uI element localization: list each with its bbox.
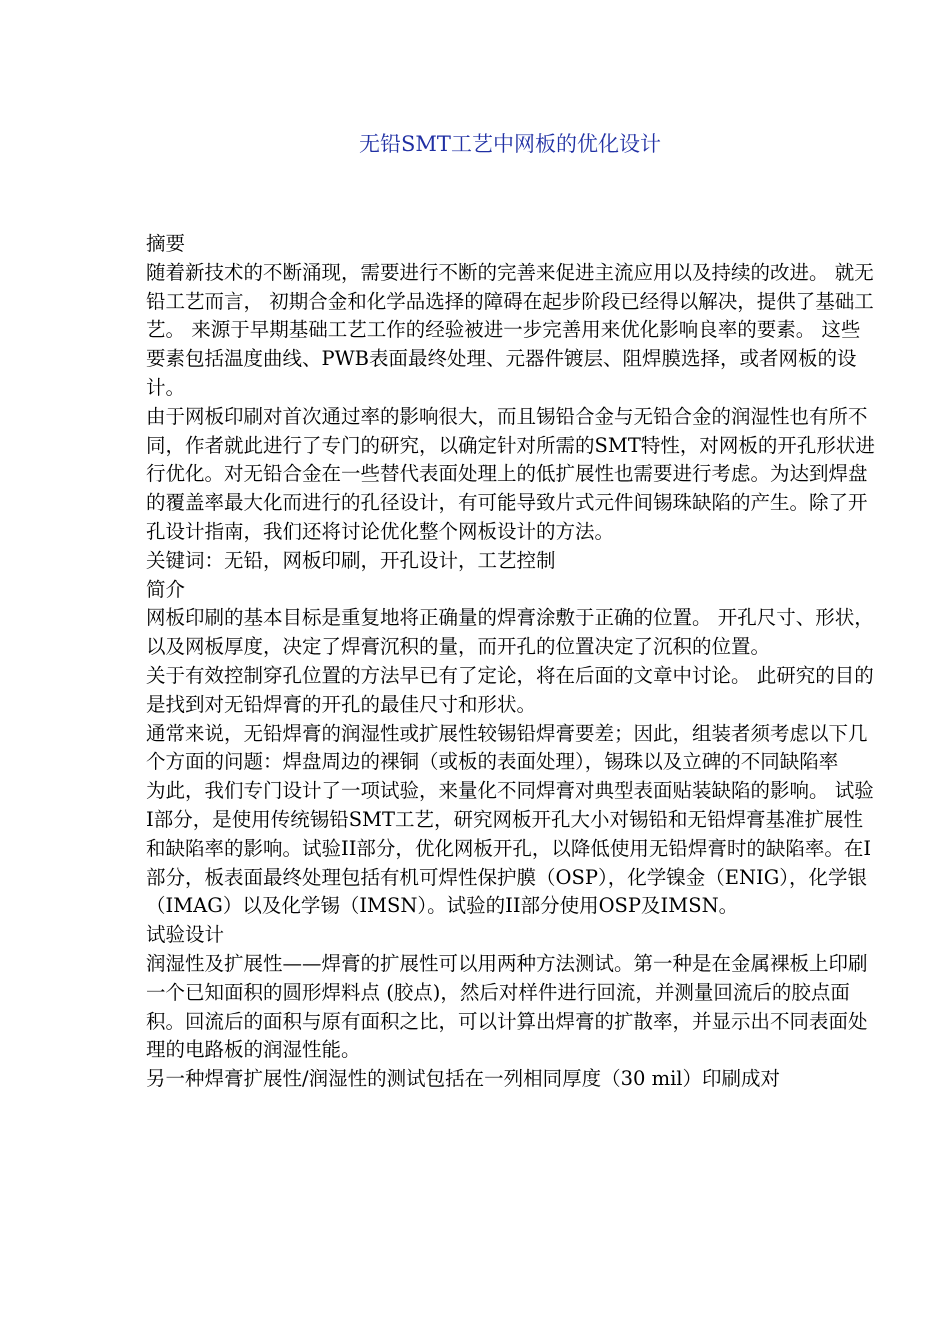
document-body (146, 230, 876, 1094)
paragraph: 关于有效控制穿孔位置的方法早已有了定论，将在后面的文章中讨论。 此研究的目的是找到对无铅焊膏的开孔的最佳尺寸和形状。 (146, 663, 874, 716)
paragraph: 由于网板印刷对首次通过率的影响很大，而且锡铅合金与无铅合金的润湿性也有所不同，作者就此进行了专门的研究，以确定针对所需的SMT特性，对网板的开孔形状进行优化。对无铅合金在一些替代表面处理上的低扩展性也需要进行考虑。为达到焊盘的覆盖率最大化而进行的孔径设计，有可能导致片式元件间锡珠缺陷的产生。除了开孔设计指南，我们还将讨论优化整个网板设计的方法。 (146, 404, 875, 543)
section-heading-introduction: 简介 (146, 577, 186, 601)
section-heading-experiment-design: 试验设计 (146, 923, 225, 947)
section-heading-abstract: 摘要 (146, 232, 186, 255)
document-title: 无铅SMT工艺中网板的优化设计 (359, 132, 661, 156)
paragraph: 通常来说，无铅焊膏的润湿性或扩展性较锡铅焊膏要差；因此，组装者须考虑以下几个方面的问题：焊盘周边的裸铜（或板的表面处理），锡珠以及立碑的不同缺陷率 (146, 721, 868, 774)
paragraph: 为此，我们专门设计了一项试验，来量化不同焊膏对典型表面贴装缺陷的影响。 试验I部分，是使用传统锡铅SMT工艺，研究网板开孔大小对锡铅和无铅焊膏基准扩展性和缺陷率的影响。试验II部分，优化网板开孔，以降低使用无铅焊膏时的缺陷率。在I部分，板表面最终处理包括有机可焊性保护膜（OSP），化学镍金（ENIG），化学银（IMAG）以及化学锡（IMSN）。试验的II部分使用OSP及IMSN。 (146, 779, 874, 918)
paragraph: 网板印刷的基本目标是重复地将正确量的焊膏涂敷于正确的位置。 开孔尺寸、形状，以及网板厚度，决定了焊膏沉积的量，而开孔的位置决定了沉积的位置。 (146, 606, 874, 659)
paragraph: 随着新技术的不断涌现，需要进行不断的完善来促进主流应用以及持续的改进。 就无铅工艺而言， 初期合金和化学品选择的障碍在起步阶段已经得以解决，提供了基础工艺。 来源于早期基础工艺工作的经验被进一步完善用来优化影响良率的要素。 这些要素包括温度曲线、PWB表面最终处理、元器件镀层、阻焊膜选择，或者网板的设计。 (146, 260, 874, 399)
paragraph: 润湿性及扩展性——焊膏的扩展性可以用两种方法测试。第一种是在金属裸板上印刷一个已知面积的圆形焊料点 (胶点)，然后对样件进行回流，并测量回流后的胶点面积。回流后的面积与原有面积之比，可以计算出焊膏的扩散率，并显示出不同表面处理的电路板的润湿性能。 (146, 951, 868, 1062)
keywords-line: 关键词：无铅，网板印刷，开孔设计，工艺控制 (146, 548, 556, 572)
paragraph: 另一种焊膏扩展性/润湿性的测试包括在一列相同厚度（30 mil）印刷成对 (146, 1067, 781, 1091)
